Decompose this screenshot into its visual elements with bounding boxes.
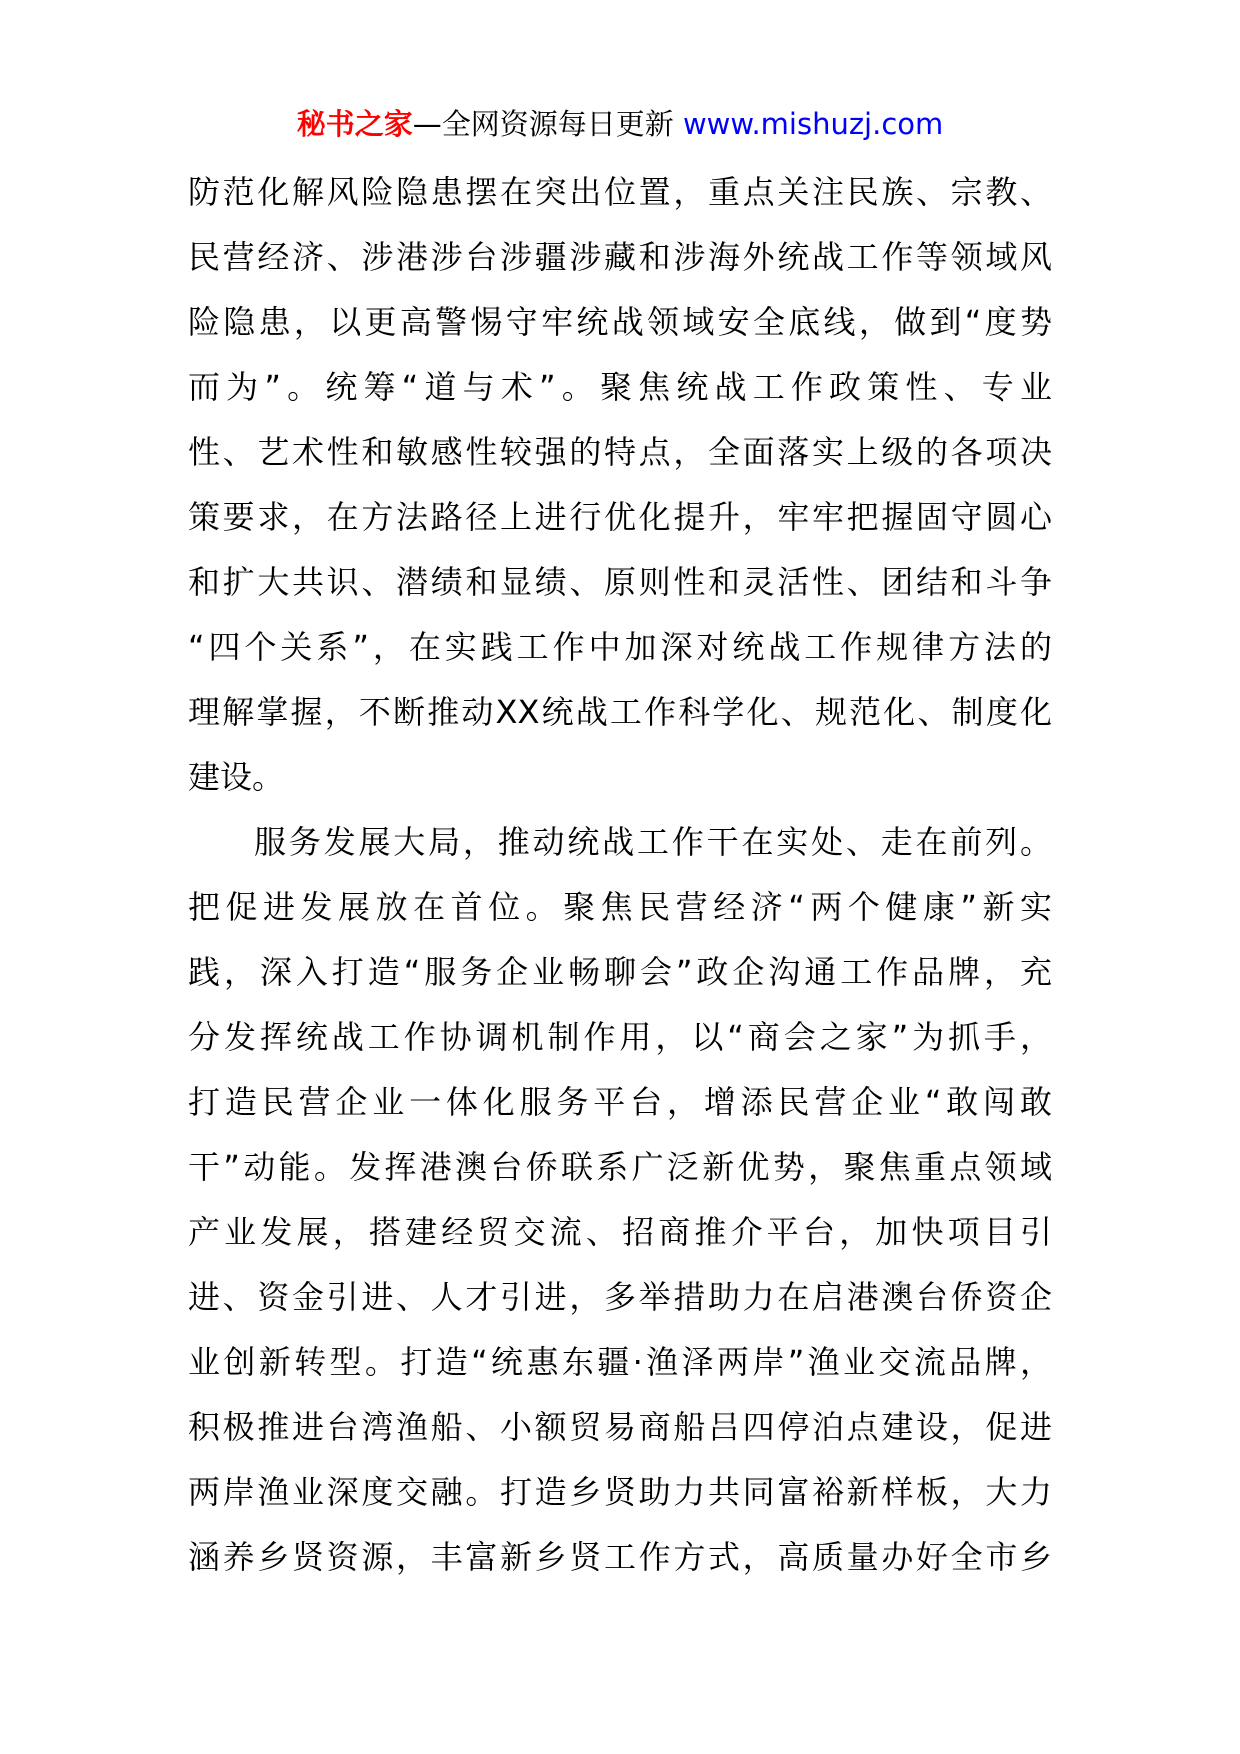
text-line: 险隐患，以更高警惕守牢统战领域安全底线，做到“度势 bbox=[188, 303, 1052, 341]
document-body bbox=[188, 160, 1052, 1590]
text-line: 积极推进台湾渔船、小额贸易商船吕四停泊点建设，促进 bbox=[188, 1408, 1052, 1446]
text-line: 分发挥统战工作协调机制作用，以“商会之家”为抓手， bbox=[188, 1018, 1052, 1056]
text-line: 干”动能。发挥港澳台侨联系广泛新优势，聚焦重点领域 bbox=[188, 1148, 1052, 1186]
paragraph-heading: 服务发展大局，推动统战工作干在实处、走在前列。 bbox=[254, 823, 1052, 861]
header-url[interactable]: www.mishuzj.com bbox=[682, 107, 944, 141]
text-line: 性、艺术性和敏感性较强的特点，全面落实上级的各项决 bbox=[188, 433, 1052, 471]
header-brand: 秘书之家 bbox=[296, 107, 413, 141]
text-line: 民营经济、涉港涉台涉疆涉藏和涉海外统战工作等领域风 bbox=[188, 238, 1052, 276]
header-tagline: —全网资源每日更新 bbox=[412, 107, 674, 141]
text-line: 防范化解风险隐患摆在突出位置，重点关注民族、宗教、 bbox=[188, 173, 1052, 211]
text-line: 打造民营企业一体化服务平台，增添民营企业“敢闯敢 bbox=[188, 1083, 1052, 1121]
text-line: 两岸渔业深度交融。打造乡贤助力共同富裕新样板，大力 bbox=[188, 1473, 1052, 1511]
text-line: 而为”。统筹“道与术”。聚焦统战工作政策性、专业 bbox=[188, 368, 1052, 406]
text-line: 践，深入打造“服务企业畅聊会”政企沟通工作品牌，充 bbox=[188, 953, 1052, 991]
text-line: 策要求，在方法路径上进行优化提升，牢牢把握固守圆心 bbox=[188, 498, 1052, 536]
text-line: 建设。 bbox=[188, 758, 285, 796]
text-line: 进、资金引进、人才引进，多举措助力在启港澳台侨资企 bbox=[188, 1278, 1052, 1316]
text-line: 和扩大共识、潜绩和显绩、原则性和灵活性、团结和斗争 bbox=[188, 563, 1052, 601]
text-line: 产业发展，搭建经贸交流、招商推介平台，加快项目引 bbox=[188, 1213, 1052, 1251]
text-line: “四个关系”，在实践工作中加深对统战工作规律方法的 bbox=[188, 628, 1052, 666]
text-line: 业创新转型。打造“统惠东疆·渔泽两岸”渔业交流品牌， bbox=[188, 1343, 1052, 1381]
text-line: 涵养乡贤资源，丰富新乡贤工作方式，高质量办好全市乡 bbox=[188, 1538, 1052, 1576]
page-header bbox=[0, 102, 1240, 146]
text-line: 把促进发展放在首位。聚焦民营经济“两个健康”新实 bbox=[188, 888, 1052, 926]
text-line: 理解掌握，不断推动XX统战工作科学化、规范化、制度化 bbox=[188, 693, 1052, 731]
